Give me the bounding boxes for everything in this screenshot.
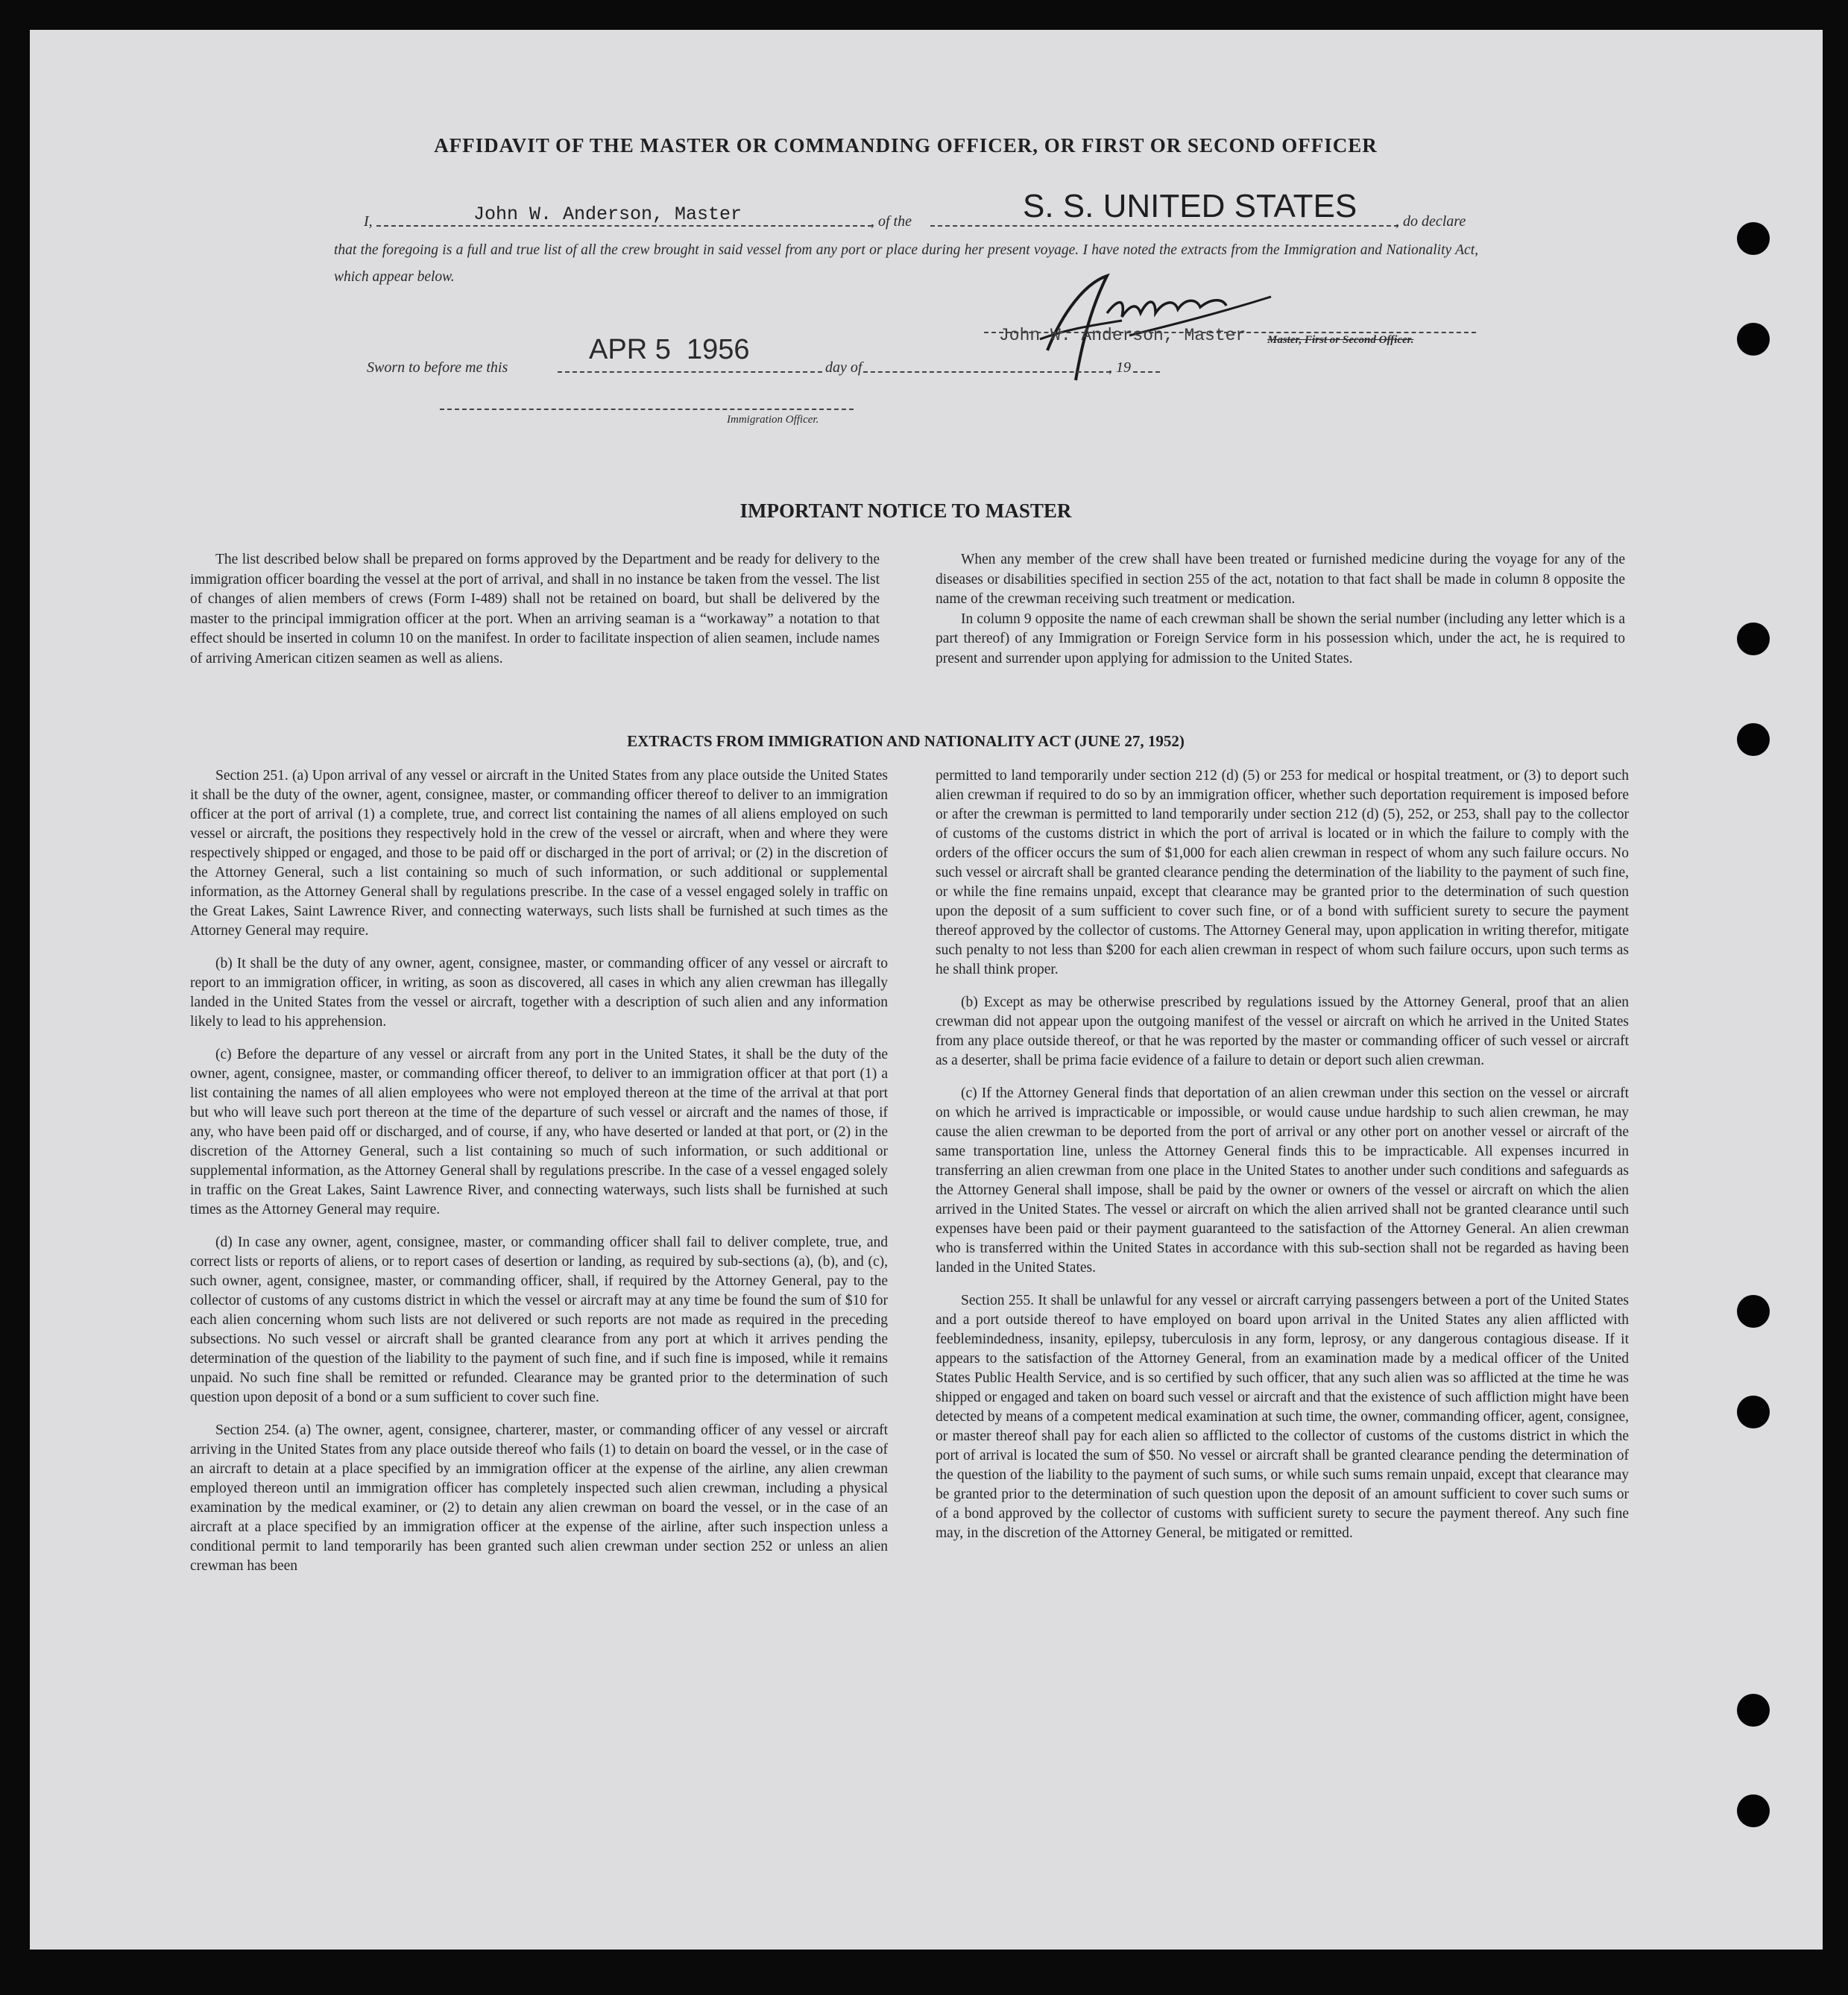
- of-the-label: , of the: [871, 213, 912, 230]
- do-declare-label: , do declare: [1396, 213, 1466, 230]
- sworn-label: Sworn to before me this: [367, 359, 508, 376]
- signature-line: [984, 332, 1476, 333]
- notice-right-paragraph-1: When any member of the crew shall have been treated or furnished medicine during the voyage for any of the diseases or disabilities specified in section 255 of the act, notation to that fact shall be made in column 8 opposite the name of the crewman receiving such treatment or medication.: [936, 552, 1625, 607]
- binder-hole: [1737, 723, 1770, 756]
- master-name: John W. Anderson, Master: [473, 204, 742, 225]
- day-of-label: day of: [825, 359, 862, 376]
- extracts-left-column: [190, 766, 888, 1589]
- section-255: Section 255. It shall be unlawful for any vessel or aircraft carrying passengers between a port of the United States and a port outside thereof to have employed on board upon arrival in the United States any alien afflicted with feeblemindedness, insanity, epilepsy, tuberculosis in any form, leprosy, or any dangerous contagious disease. If it appears to the satisfaction of the Attorney General, from an examination made by a medical officer of the United States Public Health Service, and is so certified by such officer, that any such alien was so afflicted at the time he was shipped or engaged and taken on board such vessel or aircraft and that the existence of such affliction might have been detected by means of a competent medical examination at such time, the owner, commanding officer, agent, consignee, or master thereof shall pay for each alien so afflicted to the collector of customs of the customs district in which the port of arrival is located the sum of $50. No vessel or aircraft shall be granted clearance pending the determination of the question of the liability to the payment of such sums, or while such sums remain unpaid, except that clearance may be granted prior to the determination of such question upon the deposit of an amount sufficient to cover such sums or of a bond approved by the collector of customs with sufficient surety to secure the payment thereof. Any such fine may, in the discretion of the Attorney General, be mitigated or remitted.: [936, 1293, 1629, 1541]
- signer-role-struck: Master, First or Second Officer.: [1267, 334, 1414, 346]
- binder-hole: [1737, 1295, 1770, 1328]
- section-254-a: Section 254. (a) The owner, agent, consignee, charterer, master, or commanding officer of any vessel or aircraft arriving in the United States from any place outside thereof who fails (1) to detain on board the vessel, or in the case of an aircraft to detain at a place specified by an immigration officer at the expense of the airline, any alien crewman employed thereon until an immigration officer has completely inspected such alien crewman, including a physical examination by the medical examiner, or (2) to detain any alien crewman on board the vessel, or in the case of an aircraft at a place specified by an immigration officer at the expense of the airline, after such inspection unless a conditional permit to land temporarily has been granted such alien crewman under section 252 or unless an alien crewman has been: [190, 1422, 888, 1574]
- binder-hole: [1737, 623, 1770, 655]
- officer-label: Immigration Officer.: [727, 414, 819, 426]
- i-label: I,: [364, 213, 373, 230]
- notice-left-column: [190, 550, 880, 682]
- section-254-b: (b) Except as may be otherwise prescribed by regulations issued by the Attorney General, proof that an alien crewman did not appear upon the outgoing manifest of the vessel or aircraft on which he arrived in the United States from any place outside thereof, or that he was reported by the master or commanding officer of such vessel or aircraft as a deserter, shall be prima facie evidence of a failure to detain or deport such alien crewman.: [936, 995, 1629, 1068]
- notice-title: IMPORTANT NOTICE TO MASTER: [739, 499, 1072, 522]
- section-254-a-continued: permitted to land temporarily under section 212 (d) (5) or 253 for medical or hospital treatment, or (3) to deport such alien crewman if required to do so by an immigration officer, whether such deportation requirement is imposed before or after the crewman is permitted to land temporarily under section 212 (d) (5), 252, or 253, shall pay to the collector of customs of the customs district in which the port of arrival is located or in which the failure to comply with the orders of the officer occurs the sum of $1,000 for each alien crewman in respect of whom any such failure occurs. No such vessel or aircraft shall be granted clearance pending the determination of the liability to the payment of such fine, or while the fine remains unpaid, except that clearance may be granted prior to the determination of such question upon the deposit of a sum sufficient to cover such fine, or of a bond with sufficient surety to secure the payment thereof approved by the collector of customs. The Attorney General may, upon application in writing therefor, mitigate such penalty to not less than $200 for each alien crewman in respect of whom such failure occurs, upon such terms as he shall think proper.: [936, 768, 1629, 977]
- year-line: [1133, 371, 1160, 373]
- name-line: [376, 225, 872, 227]
- affidavit-title: AFFIDAVIT OF THE MASTER OR COMMANDING OFFICER, OR FIRST OR SECOND OFFICER: [434, 134, 1378, 157]
- signer-typed-name: John W. Anderson, Master: [999, 326, 1246, 345]
- section-254-c: (c) If the Attorney General finds that deportation of an alien crewman under this section on the vessel or aircraft on which he arrived is impracticable or impossible, or would cause undue hardship to such alien crewman, he may cause the alien crewman to be deported from the port of arrival or any other port on another vessel or aircraft of the same transportation line, unless the Attorney General finds this to be impracticable. All expenses incurred in transferring an alien crewman from one place in the United States to another under such conditions and safeguards as the Attorney General shall impose, shall be paid by the owner or owners of the vessel or aircraft on which the alien arrived in the United States. The vessel or aircraft on which the alien arrived shall not be granted clearance until such expenses have been paid or their payment guaranteed to the satisfaction of the Attorney General. An alien crewman who is transferred within the United States in accordance with this sub-section shall not be regarded as having been landed in the United States.: [936, 1085, 1629, 1276]
- binder-hole: [1737, 1694, 1770, 1727]
- section-251-d: (d) In case any owner, agent, consignee, master, or commanding officer shall fail to deliver complete, true, and correct lists or reports of aliens, or to report cases of desertion or landing, as required by sub-sections (a), (b), and (c), such owner, agent, consignee, master, or commanding officer, shall, if required by the Attorney General, pay to the collector of customs of any customs district in which the vessel or aircraft may at any time be found the sum of $10 for each alien concerning whom such lists are not delivered or such reports are not made as required in the preceding subsections. No such vessel or aircraft shall be granted clearance from any port at which it arrives pending the determination of the question of the liability to the payment of such fine, and if such fine is imposed, while it remains unpaid. No such fine shall be remitted or refunded. Clearance may be granted prior to the determination of such question upon deposit of a bond or a sum sufficient to cover such fine.: [190, 1235, 888, 1405]
- sworn-date-stamp: APR 5 1956: [589, 334, 750, 365]
- section-251-c: (c) Before the departure of any vessel or aircraft from any port in the United States, it shall be the duty of the owner, agent, consignee, master, or commanding officer thereof, to deliver to an immigration officer at that port (1) a list containing the names of all alien employees who were not employed thereon at the time of the arrival at that port but who will leave such port thereon at the time of the departure of such vessel or aircraft and the names of those, if any, who have been paid off or discharged, and of course, if any, who have deserted or landed at that port, or (2) in the discretion of the Attorney General, such a list containing so much of such information, or such additional or supplemental information, as the Attorney General shall by regulations prescribe. In the case of a vessel engaged solely in traffic on the Great Lakes, Saint Lawrence River, and connecting waterways, such lists shall be furnished at such times as the Attorney General may require.: [190, 1047, 888, 1217]
- binder-hole: [1737, 222, 1770, 255]
- vessel-name: S. S. UNITED STATES: [1023, 188, 1357, 224]
- section-251-b: (b) It shall be the duty of any owner, agent, consignee, master, or commanding officer of any vessel or aircraft to report to an immigration officer, in writing, as soon as discovered, all cases in which any alien crewman has illegally landed in the United States from the vessel or aircraft, together with a description of such alien and any information likely to lead to his apprehension.: [190, 956, 888, 1030]
- section-251-a: Section 251. (a) Upon arrival of any vessel or aircraft in the United States from any place outside the United States it shall be the duty of the owner, agent, consignee, master, or commanding officer thereof to deliver to an immigration officer at the port of arrival (1) a complete, true, and correct list containing the names of all aliens employed on such vessel or aircraft, the positions they respectively hold in the crew of the vessel or aircraft, when and where they were respectively shipped or engaged, and those to be paid off or discharged in the port of arrival; or (2) in the discretion of the Attorney General, such a list containing so much of such information, or such additional or supplemental information, as the Attorney General shall by regulations prescribe. In the case of a vessel engaged solely in traffic on the Great Lakes, Saint Lawrence River, and connecting waterways, such lists shall be furnished at such times as the Attorney General may require.: [190, 768, 888, 939]
- extracts-title: EXTRACTS FROM IMMIGRATION AND NATIONALITY ACT (JUNE 27, 1952): [627, 732, 1185, 750]
- month-line: [863, 371, 1111, 373]
- officer-signature-line: [440, 409, 854, 410]
- declaration-text: that the foregoing is a full and true list of all the crew brought in said vessel from any port or place during her present voyage. I have noted the extracts from the Immigration and Nationality Act, which appear below.: [334, 242, 1478, 285]
- vessel-line: [930, 225, 1398, 227]
- extracts-right-column: [936, 766, 1629, 1557]
- binder-hole: [1737, 1794, 1770, 1827]
- notice-right-paragraph-2: In column 9 opposite the name of each crewman shall be shown the serial number (including any letter which is a part thereof) of any Immigration or Foreign Service form in his possession which, under the act, he is required to present and surrender upon applying for admission to the United States.: [936, 611, 1625, 666]
- binder-hole: [1737, 1396, 1770, 1428]
- binder-hole: [1737, 323, 1770, 356]
- notice-left-paragraph: The list described below shall be prepared on forms approved by the Department and be ready for delivery to the immigration officer boarding the vessel at the port of arrival, and shall in no instance be taken from the vessel. The list of changes of alien members of crews (Form I-489) shall not be retained on board, but shall be delivered by the master to the principal immigration officer at the port. When an arriving seaman is a “workaway” a notation to that effect should be inserted in column 10 on the manifest. In order to facilitate inspection of alien seamen, include names of arriving American citizen seamen as well as aliens.: [190, 552, 880, 666]
- year-label: , 19: [1109, 359, 1131, 376]
- sworn-date-line: [558, 371, 822, 373]
- notice-right-column: [936, 550, 1625, 682]
